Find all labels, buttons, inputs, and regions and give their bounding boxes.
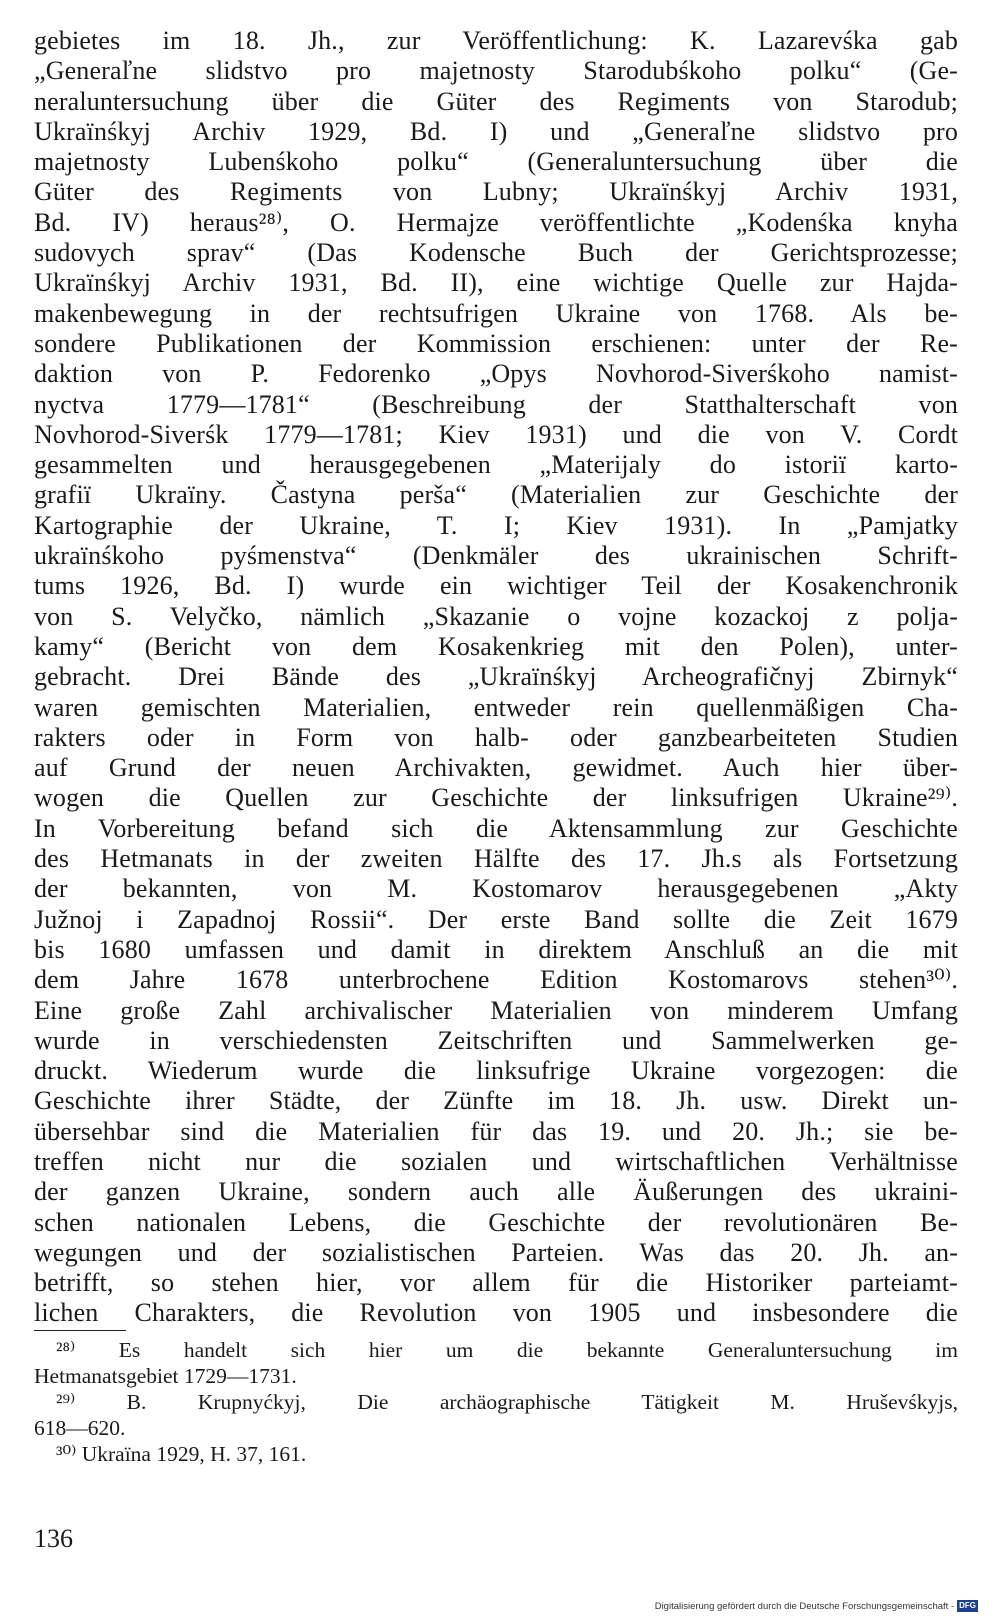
footnote-30: ³⁰⁾ Ukraïna 1929, H. 37, 161. <box>56 1442 307 1466</box>
text-line: der ganzen Ukraine, sondern auch alle Äußerungen des ukraini- <box>34 1177 958 1207</box>
text-line: Ukraïnśkyj Archiv 1931, Bd. II), eine wichtige Quelle zur Hajda- <box>34 268 958 298</box>
text-line: sudovych sprav“ (Das Kodensche Buch der Gerichtsprozesse; <box>34 238 958 268</box>
text-line: schen nationalen Lebens, die Geschichte der revolutionären Be- <box>34 1207 958 1237</box>
text-line: sondere Publikationen der Kommission erschienen: unter der Re- <box>34 328 958 358</box>
text-line: kamy“ (Bericht von dem Kosakenkrieg mit den Polen), unter- <box>34 631 958 661</box>
footnote-29-continuation: 618—620. <box>34 1416 126 1440</box>
text-line: neraluntersuchung über die Güter des Regiments von Starodub; <box>34 86 958 116</box>
digitization-credit <box>655 1600 978 1612</box>
text-line: gesammelten und herausgegebenen „Materijaly do istoriï karto- <box>34 450 958 480</box>
text-line: ukraïnśkoho pyśmenstva“ (Denkmäler des ukrainischen Schrift- <box>34 541 958 571</box>
text-line: „Generaľne slidstvo pro majetnosty Starodubśkoho polku“ (Ge- <box>34 56 958 86</box>
text-line: dem Jahre 1678 unterbrochene Edition Kostomarovs stehen³⁰⁾. <box>34 965 958 995</box>
text-line: tums 1926, Bd. I) wurde ein wichtiger Teil der Kosakenchronik <box>34 571 958 601</box>
text-line: Geschichte ihrer Städte, der Zünfte im 18. Jh. usw. Direkt un- <box>34 1086 958 1116</box>
text-line: wogen die Quellen zur Geschichte der linksufrigen Ukraine²⁹⁾. <box>34 783 958 813</box>
text-line: treffen nicht nur die sozialen und wirtschaftlichen Verhältnisse <box>34 1146 958 1176</box>
text-line: Kartographie der Ukraine, T. I; Kiev 1931). In „Pamjatky <box>34 510 958 540</box>
text-line: In Vorbereitung befand sich die Aktensammlung zur Geschichte <box>34 813 958 843</box>
text-line: Güter des Regiments von Lubny; Ukraïnśkyj Archiv 1931, <box>34 177 958 207</box>
digitization-note: Digitalisierung gefördert durch die Deutsche Forschungsgemeinschaft - <box>654 1600 955 1612</box>
footnotes <box>34 1337 958 1467</box>
text-line: makenbewegung in der rechtsufrigen Ukraine von 1768. Als be- <box>34 298 958 328</box>
text-line: des Hetmanats in der zweiten Hälfte des 17. Jh.s als Fortsetzung <box>34 844 958 874</box>
text-line: Novhorod-Siverśk 1779—1781; Kiev 1931) und die von V. Cordt <box>34 419 958 449</box>
text-line: wurde in verschiedensten Zeitschriften und Sammelwerken ge- <box>34 1025 958 1055</box>
footnote-29: ²⁹⁾ B. Krupnyćkyj, Die archäographische Tätigkeit M. Hruševśkyjs, <box>56 1390 958 1414</box>
text-line: von S. Velyčko, nämlich „Skazanie o vojne kozackoj z polja- <box>34 601 958 631</box>
text-line: übersehbar sind die Materialien für das 19. und 20. Jh.; sie be- <box>34 1116 958 1146</box>
text-line: druckt. Wiederum wurde die linksufrige Ukraine vorgezogen: die <box>34 1056 958 1086</box>
text-line: lichen Charakters, die Revolution von 1905 und insbesondere die <box>34 1298 958 1328</box>
text-line: Južnoj i Zapadnoj Rossii“. Der erste Band sollte die Zeit 1679 <box>34 904 958 934</box>
page-number: 136 <box>34 1524 73 1553</box>
footnote-divider <box>34 1330 126 1331</box>
text-line: gebracht. Drei Bände des „Ukraïnśkyj Archeografičnyj Zbirnyk“ <box>34 662 958 692</box>
text-line: betrifft, so stehen hier, vor allem für die Historiker parteiamt- <box>34 1268 958 1298</box>
text-line: nyctva 1779—1781“ (Beschreibung der Statthalterschaft von <box>34 389 958 419</box>
text-line: waren gemischten Materialien, entweder rein quellenmäßigen Cha- <box>34 692 958 722</box>
text-line: Ukraïnśkyj Archiv 1929, Bd. I) und „Generaľne slidstvo pro <box>34 116 958 146</box>
footnote-28-continuation: Hetmanatsgebiet 1729—1731. <box>34 1364 297 1388</box>
text-line: rakters oder in Form von halb- oder ganzbearbeiteten Studien <box>34 722 958 752</box>
text-line: der bekannten, von M. Kostomarov herausgegebenen „Akty <box>34 874 958 904</box>
dfg-logo-icon: DFG <box>959 1601 976 1610</box>
text-line: majetnosty Lubenśkoho polku“ (Generaluntersuchung über die <box>34 147 958 177</box>
text-line: grafiï Ukraïny. Častyna perša“ (Materialien zur Geschichte der <box>34 480 958 510</box>
text-line: Bd. IV) heraus²⁸⁾, O. Hermajze veröffentlichte „Kodenśka knyha <box>34 207 958 237</box>
text-line: auf Grund der neuen Archivakten, gewidmet. Auch hier über- <box>34 753 958 783</box>
text-line: wegungen und der sozialistischen Parteien. Was das 20. Jh. an- <box>34 1237 958 1267</box>
text-line: daktion von P. Fedorenko „Opys Novhorod-Siverśkoho namist- <box>34 359 958 389</box>
body-text <box>34 26 958 1329</box>
text-line: gebietes im 18. Jh., zur Veröffentlichung: K. Lazarevśka gab <box>34 26 958 55</box>
text-line: Eine große Zahl archivalischer Materialien von minderem Umfang <box>34 995 958 1025</box>
footnote-28: ²⁸⁾ Es handelt sich hier um die bekannte Generaluntersuchung im <box>56 1338 958 1362</box>
text-line: bis 1680 umfassen und damit in direktem Anschluß an die mit <box>34 934 958 964</box>
